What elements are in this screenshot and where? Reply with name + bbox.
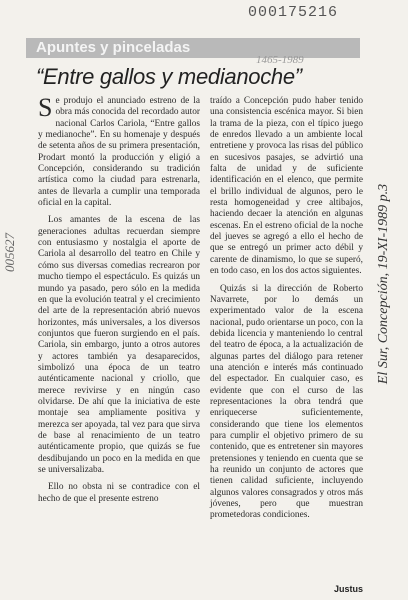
author-signature: Justus [334, 584, 364, 594]
article-column-right [210, 96, 363, 528]
handwritten-margin-number: 005627 [2, 233, 17, 272]
handwritten-date-note: 1465-1989 [256, 54, 304, 66]
drop-cap: S [38, 93, 53, 122]
paragraph: Ello no obsta ni se contradice con el hecho de que el presente estreno [38, 482, 200, 504]
paragraph: Los amantes de la escena de las generaciones adultas recuerdan siempre con entusiasmo y nostalgia el aporte de Cariola al desarrollo del teatro en Chile y cómo sus diversas comedias recrearon por mucho tiempo el espectáculo. Es quizás un mundo ya pasado, pero sólo en la medida en que la evolución teatral y el crecimiento del arte de la representación abrió nuevos horizontes, más universales, a los diversos conjuntos que fueron surgiendo en el país. Cariola, sin embargo, junto a otros autores y actores también ya desaparecidos, simbolizó una época de un teatro auténticamente nacional y criollo, que merece revivirse y en ningún caso olvidarse. De ahí que la iniciativa de este montaje sea ampliamente positiva y merezca ser apoyada, tal vez para que sirva de base al renacimiento de un teatro auténticamente propio, que quizás se fue desdibujando un poco en la medida en que se universalizaba. [38, 215, 200, 475]
article-headline: “Entre gallos y medianoche” [36, 64, 302, 89]
section-banner-label: Apuntes y pinceladas [36, 39, 191, 56]
paragraph: traído a Concepción pudo haber tenido una consistencia escénica mayor. Si bien la trama de la pieza, con el típico juego de enredos llevado a un ambiente local entretiene y provoca las risas del público en sucesivos pasajes, se advirtió una falta de unidad y de suficiente identificación en el elenco, que permite el brillo individual de algunos, pero le resta homogeneidad y cree altibajos, haciendo decaer la atención en algunas escenas. En el estreno oficial de la noche del jueves se agregó a ello el hecho de que se entregó un primer acto débil y carente de dinamismo, lo que se superó, en todo caso, en los dos actos siguientes. [210, 96, 363, 277]
paragraph: Se produjo el anunciado estreno de la obra más conocida del recordado autor nacional Carlos Cariola, “Entre gallos y medianoche”. En su homenaje y después de setenta años de su primera presentación, Prodart montó la producción y eligió a Concepción, considerando su tradición artística como la ciudad para estrenarla, antes de llevarla a cumplir una temporada oficial en la capital. [38, 93, 200, 209]
article-column-left [38, 93, 200, 511]
archive-code: 000175216 [248, 4, 339, 21]
handwritten-source-note: El Sur, Concepción, 19-XI-1989 p.3 [376, 183, 391, 385]
paragraph: Quizás si la dirección de Roberto Navarrete, por lo demás un experimentado valor de la escena nacional, pudo orientarse un poco, con la debida licencia y manteniendo lo central del teatro de época, a la actualización de algunas partes del diálogo para retener una atención e interés más continuado del espectador. En cualquier caso, es evidente que con el curso de las representaciones la obra tendrá que enriquecerse suficientemente, considerando que tiene los elementos para cumplir el objetivo primero de su contenido, que es entretener sin mayores pretensiones y teniendo en cuenta que se ha reunido un conjunto de actores que tienen calidad suficiente, incluyendo algunos valores consagrados y otros más jóvenes, pero que muestran prometedoras condiciones. [210, 283, 363, 521]
section-banner [26, 38, 360, 58]
